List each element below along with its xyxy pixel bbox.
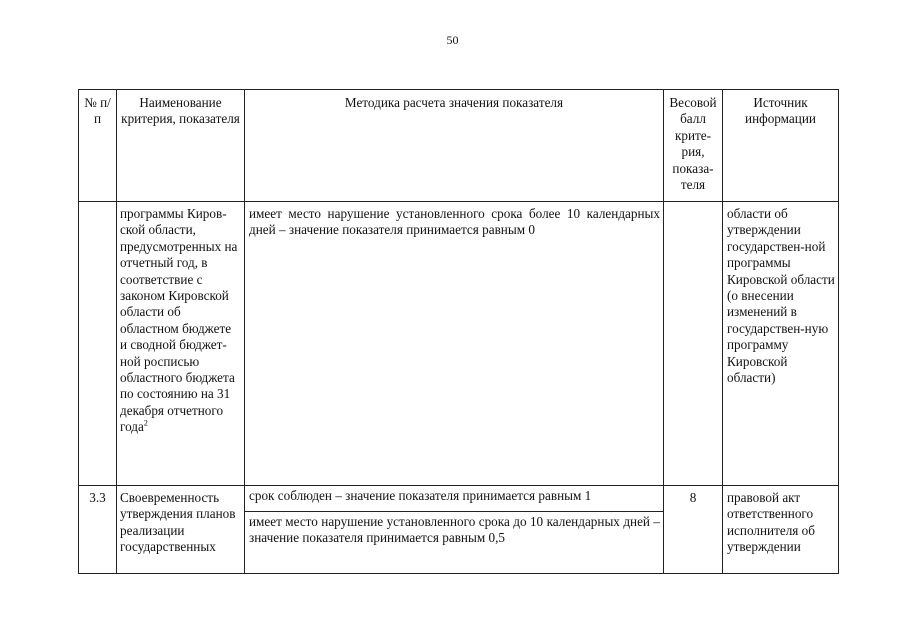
calculation-method-option: имеет место нарушение установленного срока до 10 календарных дней – значение показателя принимается равным 0,5	[245, 511, 663, 547]
weight-score: 8	[664, 486, 723, 574]
information-source: области об утверждении государствен-ной программы Кировской области (о внесении изменений в государствен-ную программу Кировской области)	[723, 202, 839, 486]
header-name: Наименование критерия, показателя	[117, 90, 245, 202]
criterion-name: Своевременность утверждения планов реализации государственных	[117, 486, 245, 574]
calculation-method-cell	[245, 486, 664, 574]
information-source: правовой акт ответственного исполнителя об утверждении	[723, 486, 839, 574]
criteria-table	[78, 89, 839, 574]
row-num	[79, 202, 117, 486]
table-row	[79, 202, 839, 486]
header-source: Источник информации	[723, 90, 839, 202]
header-method: Методика расчета значения показателя	[245, 90, 664, 202]
row-num: 3.3	[79, 486, 117, 574]
calculation-method: имеет место нарушение установленного срока более 10 календарных дней – значение показателя принимается равным 0	[245, 202, 664, 486]
weight-score	[664, 202, 723, 486]
table-row	[79, 486, 839, 574]
header-weight: Весовой балл крите-рия, показа-теля	[664, 90, 723, 202]
footnote-marker: 2	[143, 418, 148, 428]
calculation-method-option: срок соблюден – значение показателя принимается равным 1	[249, 488, 592, 503]
header-num: № п/п	[79, 90, 117, 202]
page-number: 50	[446, 33, 459, 47]
table-header-row	[79, 90, 839, 202]
criterion-name-cell	[117, 202, 245, 486]
criterion-name: программы Киров-ской области, предусмотренных на отчетный год, в соответствие с законом Кировской области об областном бюджете и сводной бюджет-ной росписью областного бюджета по состоянию на 31 декабря отчетного года	[120, 206, 238, 435]
